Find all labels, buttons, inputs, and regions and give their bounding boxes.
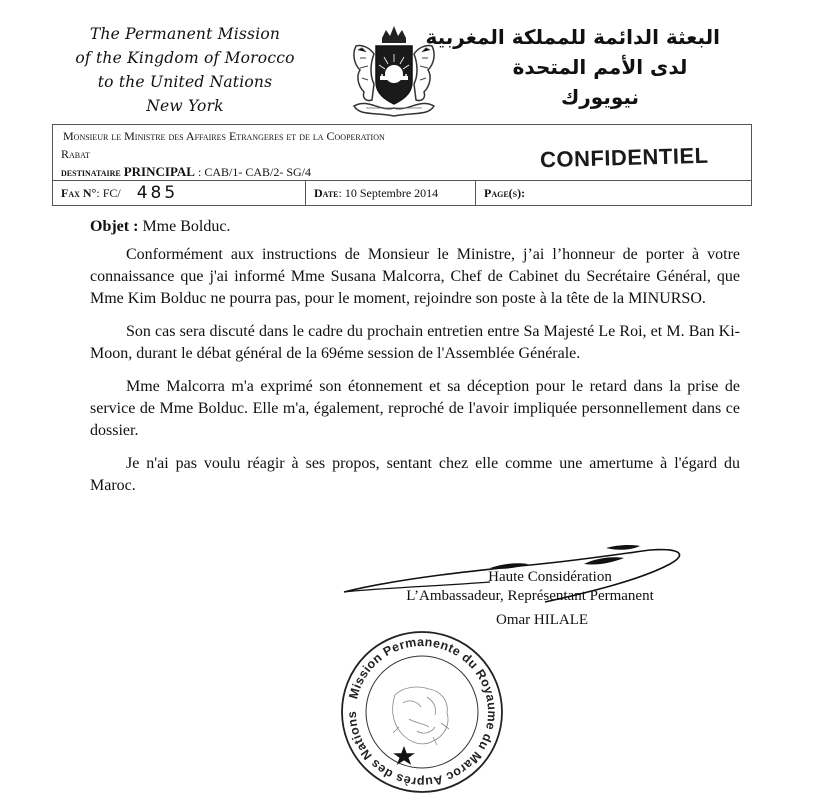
letter-subject <box>90 216 740 238</box>
pages-label: Page(s): <box>484 186 526 200</box>
fax-prefix: : FC/ <box>96 186 121 200</box>
letterhead-english <box>60 22 310 118</box>
pages-cell <box>475 181 753 206</box>
letterhead-arabic-line: البعثة الدائمة للمملكة المغربية <box>425 25 720 49</box>
letterhead-arabic-line: لدى الأمم المتحدة <box>512 55 688 79</box>
destinataire-label: destinataire <box>61 165 121 179</box>
letterhead-english-line: of the Kingdom of Morocco <box>75 49 295 67</box>
official-seal-icon <box>337 627 507 797</box>
letter-paragraph: Je n'ai pas voulu réagir à ses propos, sentant chez elle comme une amertume à l'égard du Maroc. <box>90 455 740 494</box>
letter-paragraph: Mme Malcorra m'a exprimé son étonnement et sa déception pour le retard dans la prise de service de Mme Bolduc. Elle m'a, également, reproché de l'avoir impliquée personnellement dans ce dossier. <box>90 378 740 439</box>
principal-value: : CAB/1- CAB/2- SG/4 <box>197 165 311 179</box>
subject-label: Objet : <box>90 218 139 235</box>
signatory-name: Omar HILALE <box>496 612 589 628</box>
fax-number-handwritten: 485 <box>136 183 179 203</box>
principal-label: PRINCIPAL <box>123 164 195 179</box>
seal-text: Mission Permanente du Royaume du Maroc Auprès des Nations <box>344 634 500 790</box>
letterhead-english-line: New York <box>146 97 224 115</box>
date-cell <box>305 181 475 206</box>
letterhead-english-line: The Permanent Mission <box>89 25 281 43</box>
date-label: Date <box>314 186 339 200</box>
closing-block <box>380 568 680 606</box>
subject-value: Mme Bolduc. <box>138 218 231 235</box>
fax-reference-table <box>52 124 752 206</box>
fax-details-row <box>53 181 751 206</box>
closing-title: L’Ambassadeur, Représentant Permanent <box>406 588 654 604</box>
closing-salutation: Haute Considération <box>488 569 612 585</box>
letter-paragraph: Conformément aux instructions de Monsieur le Ministre, j’ai l’honneur de porter à votre connaissance que j'ai informé Mme Susana Malcorra, Chef de Cabinet du Secrétaire Général, que Mme Kim Bolduc ne pourra pas, pour le moment, rejoindre son poste à la tête de la MINURSO. <box>90 246 740 307</box>
recipient-city: Rabat <box>61 147 90 161</box>
letter-body <box>90 216 740 508</box>
fax-number-cell <box>61 181 311 206</box>
letter-paragraph: Son cas sera discuté dans le cadre du prochain entretien entre Sa Majesté Le Roi, et M. Ban Ki-Moon, durant le débat général de la 69éme session de l'Assemblée Générale. <box>90 323 740 362</box>
letterhead-english-line: to the United Nations <box>97 73 273 91</box>
confidential-stamp: CONFIDENTIEL <box>539 142 709 173</box>
recipient-section <box>53 125 751 181</box>
fax-label: Fax N° <box>61 186 97 200</box>
recipient-name: Monsieur le Ministre des Affaires Etrangeres et de la Cooperation <box>63 129 385 143</box>
letterhead-arabic <box>425 22 720 112</box>
letterhead-arabic-line: نيويورك <box>560 85 640 109</box>
date-value: : 10 Septembre 2014 <box>338 186 439 200</box>
principal-recipients <box>61 164 311 180</box>
